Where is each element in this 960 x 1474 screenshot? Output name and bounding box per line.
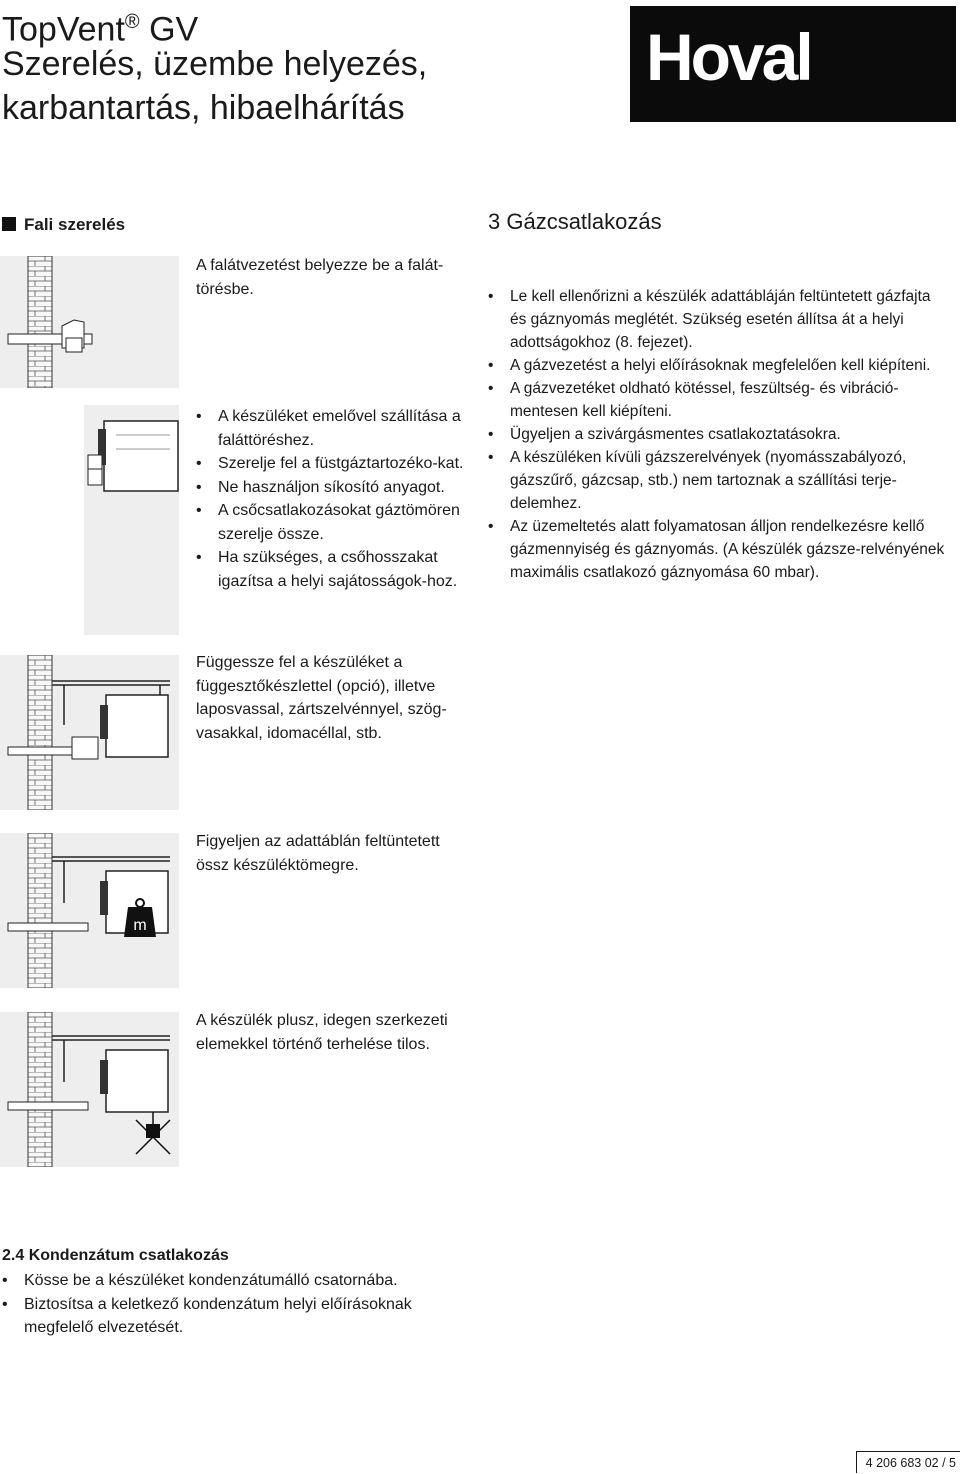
step-bullets-installation	[196, 405, 481, 593]
page-footer-reference: 4 206 683 02 / 5	[856, 1451, 960, 1473]
step-text-suspension: Függessze fel a készüléket a függesztőkészlettel (opció), illetve laposvassal, zártszelvénnyel, szög-vasakkal, idomacéllal, stb.	[196, 654, 447, 742]
figure-wall-opening	[0, 256, 179, 388]
list-item: • Az üzemeltetés alatt folyamatosan álljon rendelkezésre kellő gázmennyiség és gáznyomás. (A készülék gázsze-relvényének maximális csatlakozó gáznyomása 60 mbar).	[488, 515, 950, 584]
step-text-weight: Figyeljen az adattáblán feltüntetett össz készüléktömegre.	[196, 833, 440, 874]
list-item: • A gázvezetést a helyi előírásoknak megfelelően kell kiépíteni.	[488, 354, 950, 377]
step-text-wall-opening: A falátvezetést belyezze be a falát-törésbe.	[196, 257, 444, 298]
figure-suspension	[0, 655, 179, 810]
gas-bullets-block	[488, 285, 950, 584]
weight-illustration	[0, 833, 179, 988]
figure-unit-lift	[84, 405, 179, 635]
section-heading-gas: 3 Gázcsatlakozás	[488, 209, 662, 234]
list-item: • A csőcsatlakozásokat gáztömören szerelje össze.	[196, 499, 481, 546]
registered-mark: ®	[124, 11, 140, 33]
logo-text: Hoval	[646, 20, 811, 94]
installation-bullet-list	[196, 405, 481, 593]
document-title-line3: karbantartás, hibaelhárítás	[2, 89, 405, 127]
document-title-line2: Szerelés, üzembe helyezés,	[2, 45, 428, 83]
suspension-illustration	[0, 655, 179, 810]
condensate-bullets-block	[2, 1269, 472, 1340]
figure-weight	[0, 833, 179, 988]
product-suffix: GV	[139, 10, 199, 49]
list-item: • A gázvezetéket oldható kötéssel, feszültség- és vibráció-mentesen kell kiépíteni.	[488, 377, 950, 423]
section-heading-fali: Fali szerelés	[24, 215, 126, 234]
section-heading-condensate: 2.4 Kondenzátum csatlakozás	[2, 1247, 229, 1264]
list-item: • Szerelje fel a füstgáztartozéko-kat.	[196, 452, 481, 476]
list-item: • Ne használjon síkosító anyagot.	[196, 476, 481, 500]
no-load-illustration	[0, 1012, 179, 1167]
step-text-no-load: A készülék plusz, idegen szerkezeti elemekkel történő terhelése tilos.	[196, 1012, 448, 1053]
list-item: • Biztosítsa a keletkező kondenzátum helyi előírásoknak megfelelő elvezetését.	[2, 1293, 472, 1340]
product-name: TopVent	[2, 10, 125, 49]
gas-bullet-list	[488, 285, 950, 584]
unit-lift-illustration	[84, 405, 179, 635]
list-item: • A készüléken kívüli gázszerelvények (nyomásszabályozó, gázszűrő, gázcsap, stb.) nem tartoznak a szállítási terje-delemhez.	[488, 446, 950, 515]
list-item: • Kösse be a készüléket kondenzátumálló csatornába.	[2, 1269, 472, 1293]
list-item: • Ha szükséges, a csőhosszakat igazítsa a helyi sajátosságok-hoz.	[196, 546, 481, 593]
wall-opening-illustration	[0, 256, 179, 388]
weight-symbol: m	[133, 917, 147, 934]
section-square-icon	[2, 217, 16, 231]
list-item: • Ügyeljen a szivárgásmentes csatlakoztatásokra.	[488, 423, 950, 446]
hoval-logo	[630, 6, 956, 122]
list-item: • A készüléket emelővel szállítása a faláttöréshez.	[196, 405, 481, 452]
list-item: • Le kell ellenőrizni a készülék adattábláján feltüntetett gázfajta és gáznyomás meglétét. Szükség esetén állítsa át a helyi adottságokhoz (8. fejezet).	[488, 285, 950, 354]
figure-no-load	[0, 1012, 179, 1167]
condensate-bullet-list	[2, 1269, 472, 1340]
